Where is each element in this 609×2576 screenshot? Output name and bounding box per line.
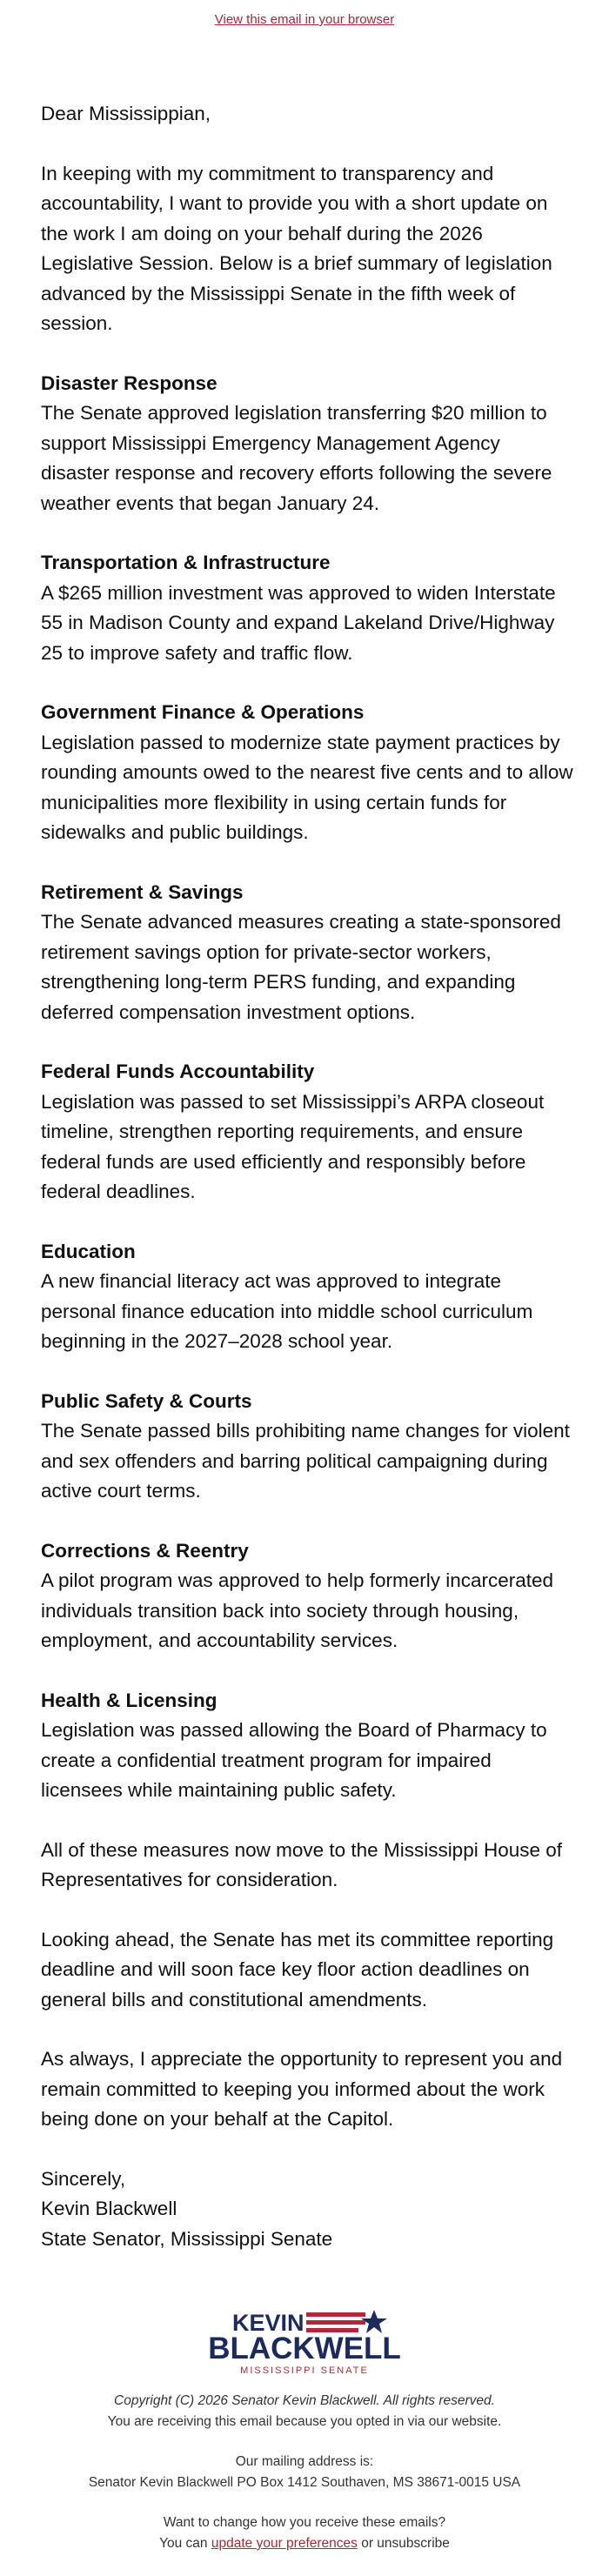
section-heading: Education <box>41 1240 136 1262</box>
signer-name: Kevin Blackwell <box>41 2198 177 2219</box>
update-preferences-link[interactable]: update your preferences <box>211 2536 358 2551</box>
letter-body <box>41 99 573 2254</box>
intro-paragraph: In keeping with my commitment to transparency and accountability, I want to provide you with a short update on the work I am doing on your behalf during the 2026 Legislative Session. Below is a brief summary of legislation advanced by the Mississippi Senate in the fifth week of session. <box>41 162 552 334</box>
opt-in-text: You are receiving this email because you opted in via our website. <box>107 2414 502 2429</box>
you-can-text: You can <box>159 2536 208 2551</box>
section-body: The Senate approved legislation transferring $20 million to support Mississippi Emergency Management Agency disaster response and recovery efforts following the severe weather events that began January 24. <box>41 402 552 514</box>
section-public-safety <box>41 1387 573 1507</box>
logo-first-name: KEVIN <box>232 2310 304 2336</box>
section-body: Legislation was passed to set Mississippi’s ARPA closeout timeline, strengthen reporting requirements, and ensure federal funds are used efficiently and responsibly before federal deadlines. <box>41 1090 545 1202</box>
section-body: A $265 million investment was approved to widen Interstate 55 in Madison County and expand Lakeland Drive/Highway 25 to improve safety and traffic flow. <box>41 581 556 664</box>
section-heading: Retirement & Savings <box>41 880 244 903</box>
closing-paragraph: As always, I appreciate the opportunity to represent you and remain committed to keeping you informed about the work being done on your behalf at the Capitol. <box>41 2048 563 2130</box>
logo-last-name: BLACKWELL <box>208 2332 401 2365</box>
view-in-browser-bar <box>0 12 609 27</box>
section-retirement <box>41 878 573 1028</box>
logo-stripe <box>306 2312 365 2317</box>
footer-preferences <box>0 2512 609 2554</box>
closing-paragraph: All of these measures now move to the Mississippi House of Representatives for consideration. <box>41 1838 563 1890</box>
copyright-text: Copyright (C) 2026 Senator Kevin Blackwell. All rights reserved. <box>114 2393 495 2408</box>
logo-stripe <box>306 2320 365 2325</box>
section-corrections <box>41 1536 573 1656</box>
greeting: Dear Mississippian, <box>41 103 211 124</box>
section-body: The Senate advanced measures creating a state-sponsored retirement savings option for private-sector workers, strengthening long-term PERS funding, and expanding deferred compensation investment options. <box>41 911 561 1023</box>
section-federal-funds <box>41 1057 573 1208</box>
footer-address <box>0 2452 609 2493</box>
section-heading: Government Finance & Operations <box>41 701 365 723</box>
section-body: A pilot program was approved to help formerly incarcerated individuals transition back into society through housing, employment, and accountability services. <box>41 1569 554 1651</box>
logo-graphic <box>0 2301 609 2379</box>
logo-tagline: MISSISSIPPI SENATE <box>240 2365 369 2376</box>
section-heading: Federal Funds Accountability <box>41 1061 315 1082</box>
change-prompt: Want to change how you receive these emails? <box>163 2515 446 2530</box>
section-body: Legislation passed to modernize state payment practices by rounding amounts owed to the nearest five cents and to allow municipalities more flexibility in using certain funds for sidewalks and public buildings. <box>41 731 573 843</box>
section-body: Legislation was passed allowing the Board of Pharmacy to create a confidential treatment program for impaired licensees while maintaining public safety. <box>41 1719 547 1801</box>
section-heading: Disaster Response <box>41 371 218 394</box>
signer-title: State Senator, Mississippi Senate <box>41 2227 333 2250</box>
section-disaster-response <box>41 369 573 519</box>
mailing-label: Our mailing address is: <box>235 2454 374 2469</box>
email-footer <box>0 2391 609 2573</box>
footer-legal <box>0 2391 609 2432</box>
section-transportation <box>41 548 573 668</box>
preferences-line <box>0 2533 609 2554</box>
section-body: The Senate passed bills prohibiting name changes for violent and sex offenders and barring political campaigning during active court terms. <box>41 1420 570 1502</box>
section-body: A new financial literacy act was approved to integrate personal finance education into middle school curriculum beginning in the 2027–2028 school year. <box>41 1270 533 1352</box>
section-heading: Transportation & Infrastructure <box>41 552 331 573</box>
section-government-finance <box>41 698 573 848</box>
closing-paragraph: Looking ahead, the Senate has met its committee reporting deadline and will soon face key floor action deadlines on general bills and constitutional amendments. <box>41 1928 554 2011</box>
section-heading: Corrections & Reentry <box>41 1539 249 1562</box>
or-unsubscribe-text[interactable]: or unsubscribe <box>361 2536 450 2551</box>
section-health-licensing <box>41 1686 573 1806</box>
view-in-browser-link[interactable]: View this email in your browser <box>214 12 395 27</box>
section-education <box>41 1237 573 1357</box>
kevin-blackwell-logo <box>0 2301 609 2379</box>
signoff <box>41 2165 573 2255</box>
section-heading: Public Safety & Courts <box>41 1389 252 1412</box>
mailing-address: Senator Kevin Blackwell PO Box 1412 Southaven, MS 38671-0015 USA <box>88 2475 521 2490</box>
section-heading: Health & Licensing <box>41 1689 218 1711</box>
valediction: Sincerely, <box>41 2167 126 2190</box>
